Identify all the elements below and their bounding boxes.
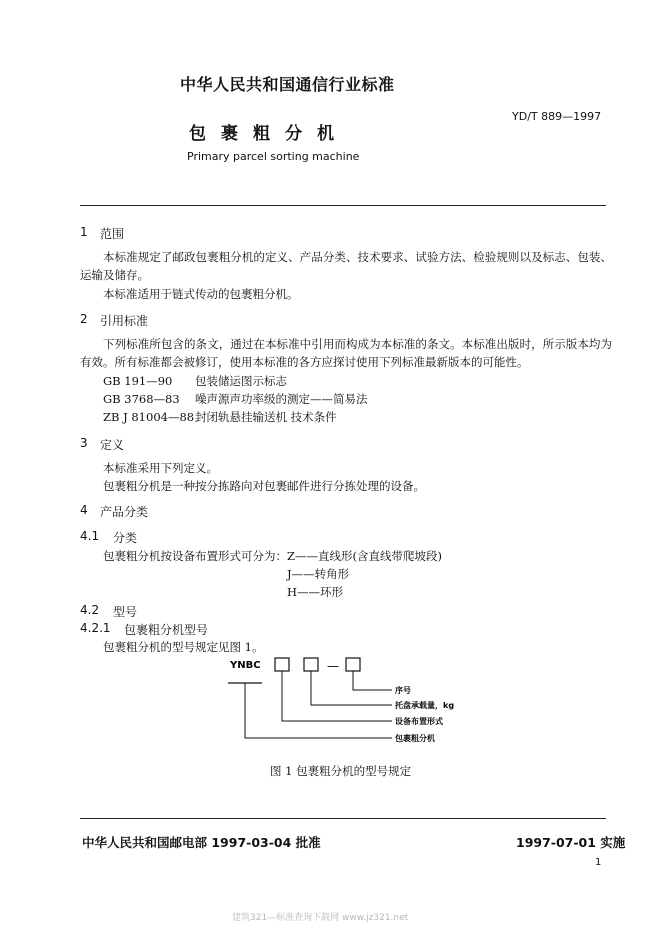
code-box-layout [275,658,289,671]
section-4-1-heading: 分类 [113,531,138,545]
classification-j: J——转角形 [287,567,350,581]
section-4-heading: 产品分类 [100,505,149,519]
section-1-heading: 范围 [100,227,125,241]
section-3-paragraph-2: 包裹粗分机是一种按分拣路向对包裹邮件进行分拣处理的设备。 [103,479,425,493]
section-3-number: 3 [80,436,88,450]
section-4-2-1-paragraph: 包裹粗分机的型号规定见图 1。 [103,640,264,654]
footer-divider [80,818,606,819]
page-number: 1 [595,857,602,868]
section-2-paragraph-1: 下列标准所包含的条文，通过在本标准中引用而构成为本标准的条文。本标准出版时，所示版本均为有效。所有标准都会被修订，使用本标准的各方应探讨使用下列标准最新版本的可能性。 [80,337,612,369]
standard-number: YD/T 889—1997 [512,110,602,123]
section-4-2-1-heading: 包裹粗分机型号 [124,623,209,637]
section-2-number: 2 [80,312,88,326]
code-dash: — [327,659,339,673]
leader-serial [353,671,392,690]
label-layout: 设备布置形式 [395,717,443,726]
section-4-2-heading: 型号 [113,605,138,619]
model-prefix: YNBC [230,660,261,671]
ref-3-title: 封闭轨悬挂输送机 技术条件 [195,410,337,424]
ref-3-code: ZB J 81004—88 [103,410,195,424]
code-box-capacity [304,658,318,671]
ref-2-code: GB 3768—83 [103,392,180,406]
leader-layout [282,671,392,721]
classification-h: H——环形 [287,585,344,599]
document-title: 包裹粗分机 [189,124,349,144]
document-title-english: Primary parcel sorting machine [187,150,360,163]
standard-category-title: 中华人民共和国通信行业标准 [180,75,395,94]
code-box-serial [346,658,360,671]
section-1-paragraph-2: 本标准适用于链式传动的包裹粗分机。 [103,287,299,301]
label-machine: 包裹粗分机 [395,734,435,743]
section-2-heading: 引用标准 [100,314,149,328]
section-3-heading: 定义 [100,438,125,452]
ref-2-title: 噪声源声功率级的测定——简易法 [195,392,368,406]
section-1-number: 1 [80,225,88,239]
section-1-paragraph-1: 本标准规定了邮政包裹粗分机的定义、产品分类、技术要求、试验方法、检验规则以及标志、包装、运输及储存。 [80,250,612,282]
implementation-date: 1997-07-01 实施 [516,835,626,850]
issued-date: 中华人民共和国邮电部 1997-03-04 批准 [82,835,321,850]
section-4-2-1-number: 4.2.1 [80,621,111,635]
section-3-paragraph-1: 本标准采用下列定义。 [103,461,218,475]
watermark: 建筑321—标准查询下载网 www.jz321.net [232,913,409,923]
section-4-1-number: 4.1 [80,529,100,543]
leader-machine [245,683,392,738]
section-4-2-number: 4.2 [80,603,100,617]
label-capacity: 托盘承载量，kg [395,701,455,710]
ref-1-title: 包装储运图示标志 [195,374,287,388]
label-serial: 序号 [395,686,411,695]
section-4-number: 4 [80,503,88,517]
figure-1-caption: 图 1 包裹粗分机的型号规定 [270,764,412,778]
ref-1-code: GB 191—90 [103,374,173,388]
leader-capacity [311,671,392,705]
classification-z: 包裹粗分机按设备布置形式可分为：Z——直线形(含直线带爬坡段) [103,549,442,563]
